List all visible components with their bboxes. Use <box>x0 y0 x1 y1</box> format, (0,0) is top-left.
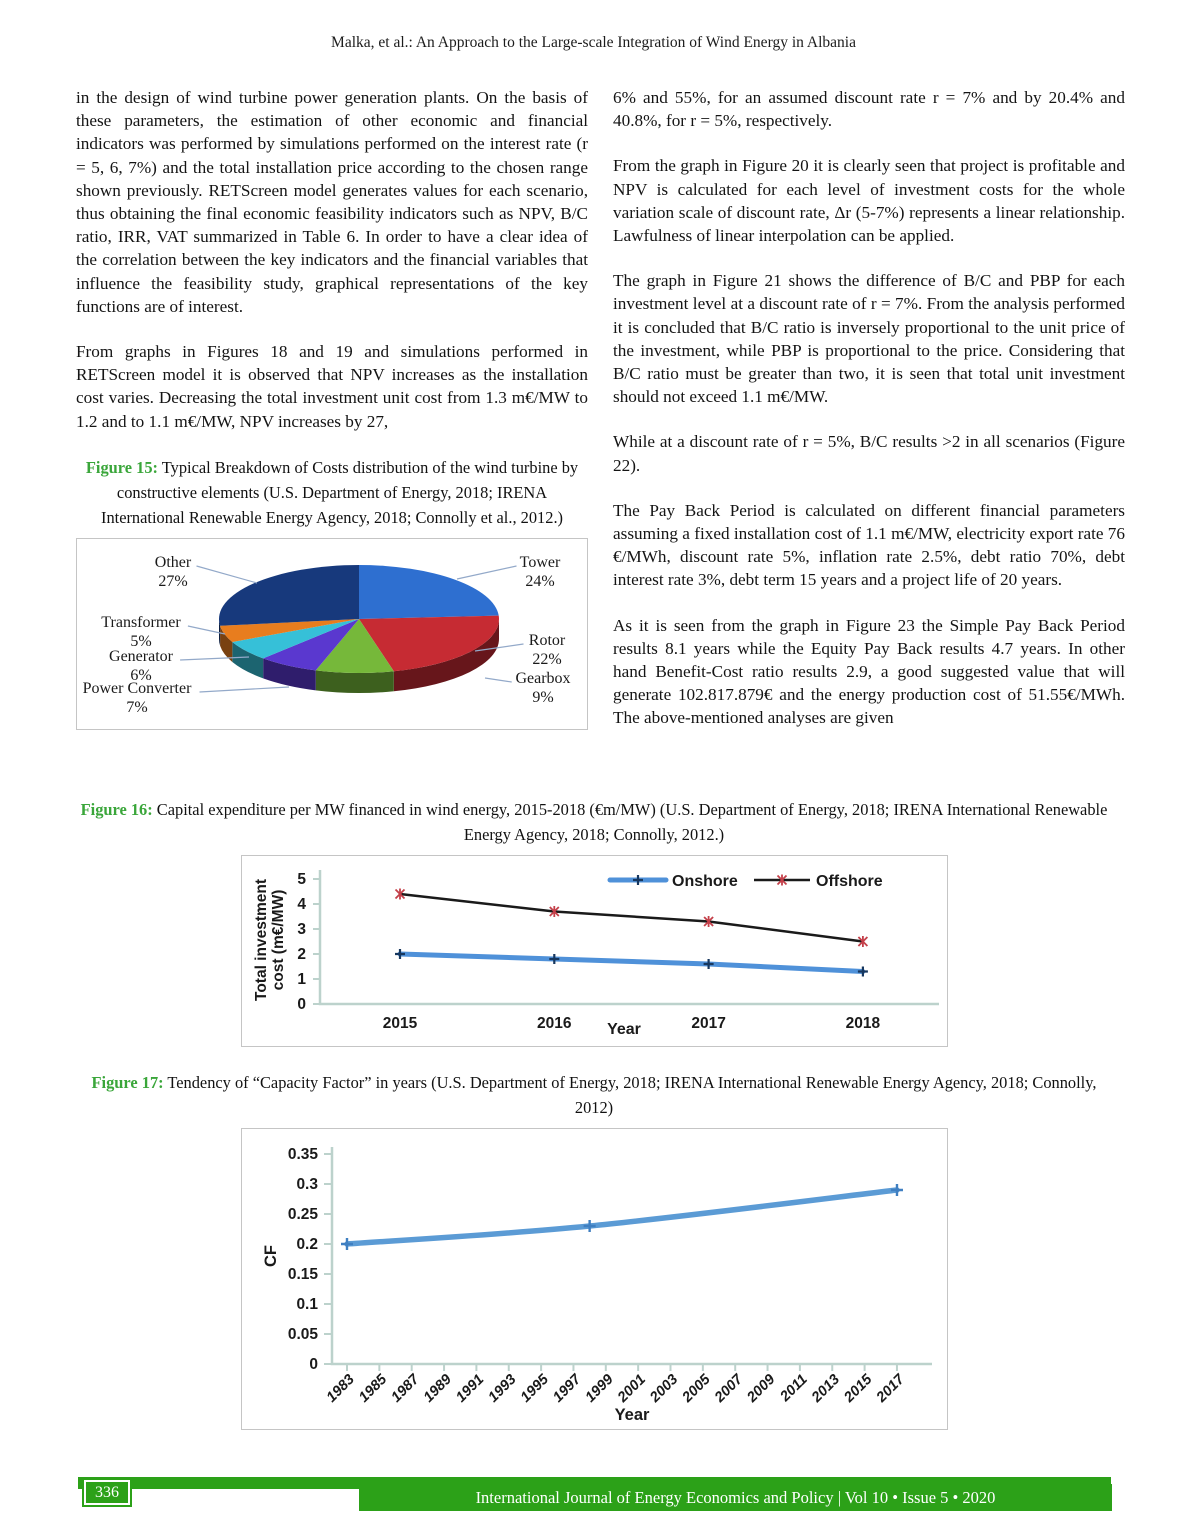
svg-text:Total investmentcost (m€/MW): Total investmentcost (m€/MW) <box>252 878 287 1002</box>
investment-cost-line-chart <box>242 856 946 1045</box>
figure17-caption-text: Tendency of “Capacity Factor” in years (U.S. Department of Energy, 2018; IRENA International Renewable Energy Agency, 2018; Connolly, 2012) <box>163 1073 1097 1117</box>
svg-text:Year: Year <box>614 1406 649 1424</box>
svg-text:0.2: 0.2 <box>295 1236 318 1253</box>
svg-text:1995: 1995 <box>517 1371 552 1406</box>
svg-text:0: 0 <box>308 1356 318 1373</box>
svg-text:0.35: 0.35 <box>287 1146 318 1163</box>
svg-text:5: 5 <box>296 871 306 888</box>
svg-text:CF: CF <box>261 1245 280 1267</box>
svg-text:0.05: 0.05 <box>287 1326 318 1343</box>
svg-text:2017: 2017 <box>873 1371 908 1406</box>
paragraph: From the graph in Figure 20 it is clearly seen that project is profitable and NPV is calculated for each level of investment costs for the whole variation scale of discount rate, Δr (5-7%) represents a linear relationship. Lawfulness of linear interpolation can be applied. <box>613 156 1125 246</box>
svg-text:1985: 1985 <box>355 1371 390 1406</box>
page-number: 336 <box>84 1480 130 1505</box>
paragraph: in the design of wind turbine power generation plants. On the basis of these parameters, the estimation of other economic and financial indicators was performed by simulations performed on the interest rate (r = 5, 6, 7%) and the total installation price according to the chosen range shown previously. RETScreen model generates values for each scenario, thus obtaining the final economic feasibility indicators such as NPV, B/C ratio, IRR, VAT summarized in Table 6. In order to have a clear idea of the correlation between the key indicators and the financial variables that influence the feasibility study, graphical representations of the key functions are of interest. <box>76 88 588 316</box>
paragraph: While at a discount rate of r = 5%, B/C results >2 in all scenarios (Figure 22). <box>613 432 1125 475</box>
figure16-label: Figure 16: <box>80 800 153 819</box>
svg-text:2011: 2011 <box>776 1371 811 1405</box>
svg-text:Power Converter7%: Power Converter 7% <box>82 679 192 716</box>
svg-text:Onshore: Onshore <box>671 873 738 890</box>
svg-text:0.1: 0.1 <box>295 1296 318 1313</box>
svg-text:2013: 2013 <box>808 1371 843 1406</box>
svg-text:Generator6%: Generator 6% <box>109 647 173 684</box>
figure15-caption-text: Typical Breakdown of Costs distribution of the wind turbine by constructive elements (U.S. Department of Energy, 2018; IRENA International Renewable Energy Agency, 2018; Connolly et al., 2012.) <box>100 457 579 527</box>
svg-text:2: 2 <box>296 946 306 963</box>
svg-text:Transformer5%: Transformer 5% <box>101 613 181 650</box>
figure15-pie-chart-frame <box>76 538 588 730</box>
running-head: Malka, et al.: An Approach to the Large-scale Integration of Wind Energy in Albania <box>331 34 856 51</box>
svg-text:Year: Year <box>606 1021 641 1038</box>
svg-text:1997: 1997 <box>549 1371 584 1406</box>
figure17-section <box>74 1064 1114 1430</box>
paragraph: 6% and 55%, for an assumed discount rate r = 7% and by 20.4% and 40.8%, for r = 5%, respectively. <box>613 88 1125 131</box>
svg-text:2003: 2003 <box>646 1371 681 1406</box>
svg-text:2016: 2016 <box>536 1015 572 1032</box>
svg-text:2015: 2015 <box>840 1371 875 1406</box>
svg-text:0.15: 0.15 <box>287 1266 318 1283</box>
svg-text:2015: 2015 <box>382 1015 417 1032</box>
svg-text:Other27%: Other 27% <box>154 553 192 590</box>
figure17-caption <box>74 1070 1114 1120</box>
svg-text:0.25: 0.25 <box>287 1206 318 1223</box>
svg-text:2017: 2017 <box>690 1015 726 1032</box>
figure15-label: Figure 15: <box>85 457 158 477</box>
figure17-chart-frame <box>241 1128 948 1430</box>
svg-text:1991: 1991 <box>452 1371 487 1406</box>
column-left <box>76 86 588 730</box>
svg-text:1993: 1993 <box>484 1371 520 1406</box>
svg-text:4: 4 <box>296 896 306 913</box>
svg-text:0.3: 0.3 <box>295 1176 318 1193</box>
svg-text:1999: 1999 <box>581 1371 617 1406</box>
svg-text:2005: 2005 <box>679 1371 714 1406</box>
figure16-section <box>74 791 1114 1047</box>
paragraph: The Pay Back Period is calculated on different financial parameters assuming a fixed installation cost of 1.1 m€/MW, electricity export rate 76 €/MWh, discount rate 5%, inflation rate 2.5%, debt ratio 70%, debt interest rate 3%, debt term 15 years and a project life of 20 years. <box>613 500 1125 590</box>
svg-text:2018: 2018 <box>845 1015 880 1032</box>
svg-text:Rotor22%: Rotor 22% <box>528 631 566 668</box>
svg-text:Gearbox9%: Gearbox 9% <box>515 669 571 706</box>
svg-text:2007: 2007 <box>711 1371 746 1406</box>
svg-text:2009: 2009 <box>743 1371 778 1406</box>
figure15-caption <box>76 455 588 530</box>
figure16-caption <box>74 797 1114 847</box>
svg-text:1989: 1989 <box>420 1371 455 1406</box>
column-right <box>613 86 1125 752</box>
pie-chart <box>77 539 586 728</box>
journal-banner: International Journal of Energy Economics and Policy | Vol 10 • Issue 5 • 2020 <box>359 1484 1112 1511</box>
svg-text:1: 1 <box>296 971 306 988</box>
svg-text:2001: 2001 <box>614 1371 649 1406</box>
svg-text:1983: 1983 <box>323 1371 358 1406</box>
capacity-factor-line-chart <box>242 1129 946 1428</box>
svg-text:Tower24%: Tower 24% <box>519 553 561 590</box>
paragraph: From graphs in Figures 18 and 19 and simulations performed in RETScreen model it is observed that NPV increases as the installation cost varies. Decreasing the total investment unit cost from 1.3 m€/MW to 1.2 and to 1.1 m€/MW, NPV increases by 27, <box>76 342 588 431</box>
paragraph: As it is seen from the graph in Figure 23 the Simple Pay Back Period results 8.1 years while the Equity Pay Back results 4.7 years. In other hand Benefit-Cost ratio results 2.9, a good suggested value that will generate 102.817.879€ and the energy production cost of 51.55€/MWh. The above-mentioned analyses are given <box>613 615 1125 728</box>
svg-text:0: 0 <box>296 996 306 1013</box>
paragraph: The graph in Figure 21 shows the difference of B/C and PBP for each investment level at a discount rate of r = 7%. From the analysis performed it is concluded that B/C ratio is inversely proportional to the unit price of the investment, while PBP is proportional to the price. Considering that B/C ratio must be greater than two, it is seen that total unit investment should not exceed 1.1 m€/MW. <box>613 271 1125 407</box>
svg-text:Offshore: Offshore <box>815 873 883 890</box>
figure17-label: Figure 17: <box>91 1073 164 1092</box>
page-footer <box>75 1477 1115 1521</box>
figure16-caption-text: Capital expenditure per MW financed in wind energy, 2015-2018 (€m/MW) (U.S. Department of Energy, 2018; IRENA International Renewable Energy Agency, 2018; Connolly, 2012.) <box>152 800 1108 844</box>
figure16-chart-frame <box>241 855 948 1047</box>
svg-text:3: 3 <box>296 921 306 938</box>
svg-text:1987: 1987 <box>387 1371 423 1406</box>
